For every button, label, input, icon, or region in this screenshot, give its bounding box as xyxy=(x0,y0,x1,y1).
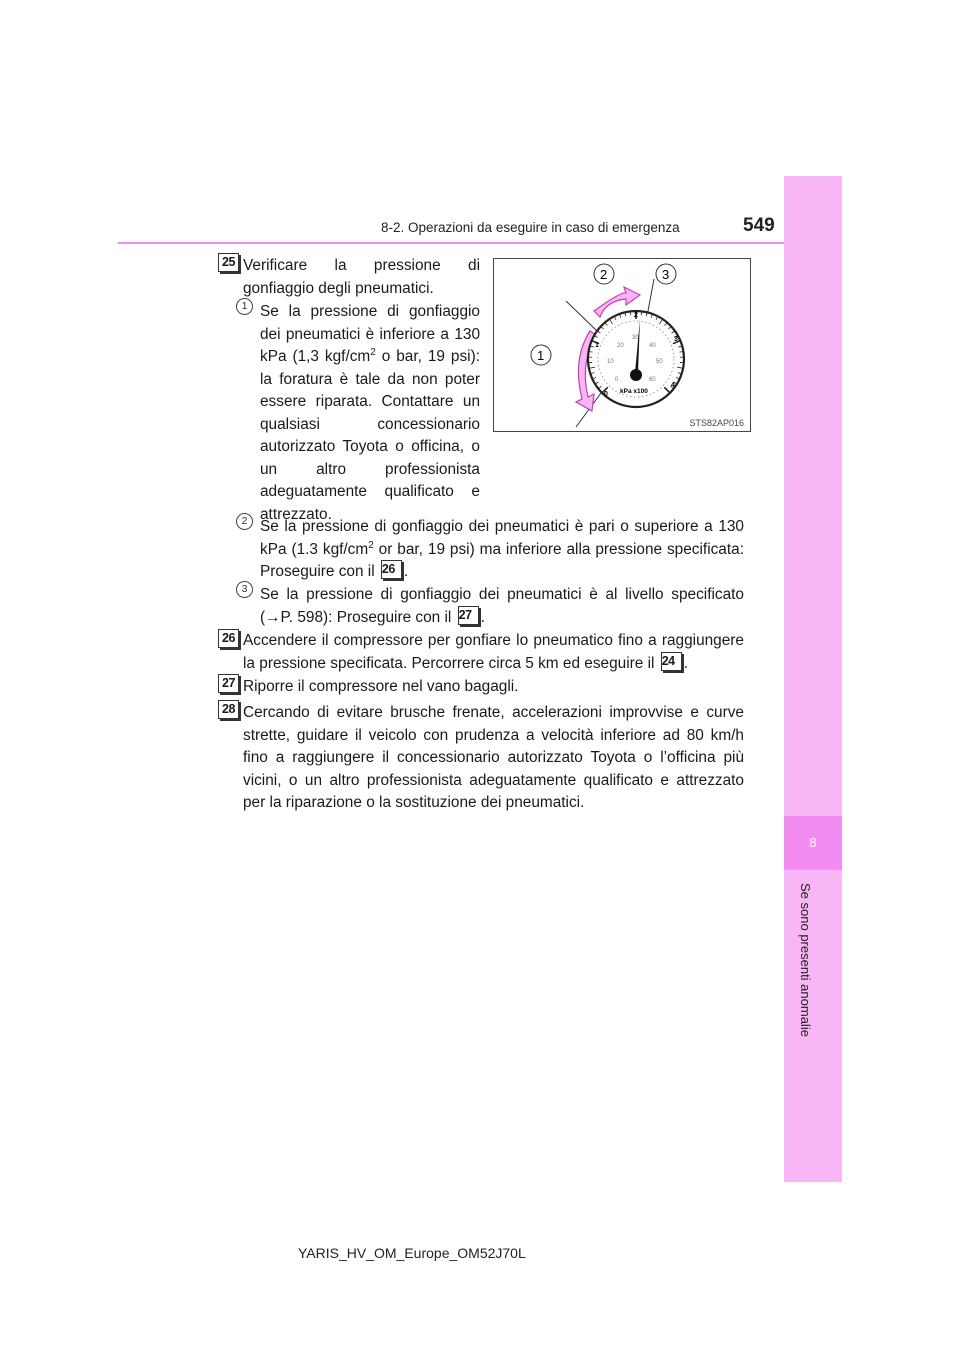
substep-2-text xyxy=(260,516,744,584)
page-number: 549 xyxy=(743,215,775,236)
arrow-right-icon: → xyxy=(265,608,281,626)
side-tab-top xyxy=(784,176,842,816)
step-number: 28 xyxy=(218,700,239,719)
gauge-label: 2 xyxy=(634,312,638,319)
substep-1-text xyxy=(260,301,480,526)
step-number: 25 xyxy=(218,253,239,272)
gauge-unit: kPa x100 xyxy=(620,388,648,395)
step-27-text: Riporre il compressore nel vano bagagli. xyxy=(243,678,519,695)
gauge-label: 60 xyxy=(649,377,656,383)
substep-number: 1 xyxy=(236,298,253,315)
step-reference[interactable]: 24 xyxy=(661,652,682,671)
gauge-label: 3 xyxy=(674,336,678,343)
substep-number: 2 xyxy=(236,513,253,530)
callout-number: 3 xyxy=(662,267,670,282)
side-tab-bottom xyxy=(784,870,842,1182)
superscript: 2 xyxy=(370,346,376,358)
step-number: 26 xyxy=(218,629,239,648)
gauge-hub xyxy=(630,369,642,381)
gauge-label: 30 xyxy=(632,335,639,341)
header-rule xyxy=(118,242,784,244)
substep-1-text-a: Se la pressione di gonfiaggio dei pneumatici è inferiore a 130 kPa (1,3 kgf/cm xyxy=(260,303,480,365)
substep-3-text xyxy=(260,584,744,629)
chapter-tab xyxy=(784,816,842,870)
superscript: 2 xyxy=(368,539,374,551)
section-title: 8-2. Operazioni da eseguire in caso di emergenza xyxy=(381,220,680,235)
step-26-body: Accendere il compressore per gonfiare lo pneumatico fino a raggiungere la pressione specificata. Percorrere circa 5 km ed eseguire il xyxy=(243,632,744,672)
page-link[interactable]: P. 598): Proseguire con il xyxy=(280,608,452,626)
callout-number: 2 xyxy=(600,267,608,282)
callout-number: 1 xyxy=(537,348,545,363)
step-number: 27 xyxy=(218,674,239,693)
chapter-number: 8 xyxy=(809,835,817,850)
gauge-label: 50 xyxy=(656,359,663,365)
step-reference[interactable]: 27 xyxy=(458,606,479,625)
chapter-title: Se sono presenti anomalie xyxy=(798,883,813,1037)
gauge-label: 0 xyxy=(615,377,619,383)
pressure-gauge-illustration xyxy=(494,259,750,431)
substep-1-text-b: o bar, 19 psi): la foratura è tale da non poter essere riparata. Contattare un qualsiasi concessionario autorizzato Toyota o officina, o un altro professionista adeguatamente qualificato e attrezzato. xyxy=(260,348,480,523)
figure-code: STS82AP016 xyxy=(689,418,744,428)
substep-2-text-b: or bar, 19 psi) ma inferiore alla pressione specificata: Proseguire con il xyxy=(260,540,744,580)
substep-2-text-a: Se la pressione di gonfiaggio dei pneumatici è pari o superiore a 130 kPa (1.3 kgf/cm xyxy=(260,518,744,558)
gauge-label: 1 xyxy=(595,342,599,349)
punctuation: . xyxy=(403,563,409,580)
gauge-label: 10 xyxy=(607,359,614,365)
pressure-gauge-figure xyxy=(493,258,751,432)
step-25-text: Verificare la pressione di gonfiaggio degli pneumatici. xyxy=(243,257,480,297)
step-reference[interactable]: 26 xyxy=(381,560,402,579)
substep-number: 3 xyxy=(236,581,253,598)
gauge-label: 0 xyxy=(604,391,608,398)
step-28-text: Cercando di evitare brusche frenate, accelerazioni improvvise e curve strette, guidare il veicolo con prudenza a velocità inferiore ad 80 km/h fino a raggiungere il concessionario autorizzato Toyota o l’officina più vicini, o un altro professionista adeguatamente qualificato e attrezzato per la riparazione o la sostituzione dei pneumatici. xyxy=(243,704,744,811)
punctuation: . xyxy=(480,608,485,626)
step-26-text xyxy=(243,630,744,675)
document-id: YARIS_HV_OM_Europe_OM52J70L xyxy=(298,1245,526,1261)
punctuation: . xyxy=(683,654,689,672)
gauge-label: 4 xyxy=(671,382,675,389)
substep-3-text-a: Se la pressione di gonfiaggio dei pneumatici è al livello specificato ( xyxy=(260,586,744,626)
gauge-label: 20 xyxy=(617,343,624,349)
gauge-label: 40 xyxy=(649,343,656,349)
